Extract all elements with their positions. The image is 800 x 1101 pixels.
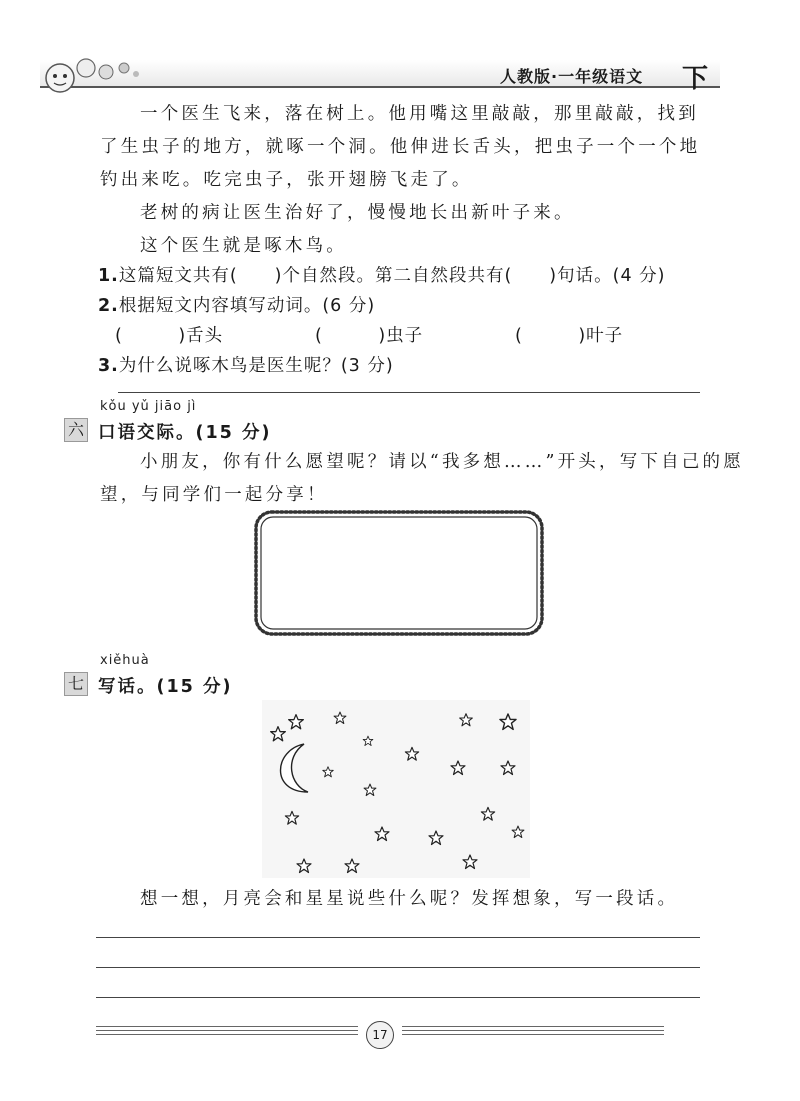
cartoon-children-logo: [38, 50, 148, 98]
question-1: [98, 262, 666, 287]
wish-writing-box[interactable]: [252, 508, 546, 638]
volume-label: 下: [682, 64, 709, 94]
story-p1-line1: 一个医生飞来，落在树上。他用嘴这里敲敲，那里敲敲，找到: [140, 104, 699, 124]
footer-rule-left: [96, 1026, 358, 1042]
question-2-blank-leaves[interactable]: ( )叶子: [515, 326, 624, 346]
story-p1-line3: 钓出来吃。吃完虫子，张开翅膀飞走了。: [100, 170, 473, 190]
question-2: [98, 292, 375, 317]
section-7-number: 七: [64, 672, 88, 696]
question-3-number: 3.: [98, 356, 119, 376]
section-7-pinyin: xiěhuà: [100, 653, 150, 668]
question-3-text: 为什么说啄木鸟是医生呢？(3 分): [118, 356, 394, 376]
moon-and-stars-illustration: [262, 700, 530, 878]
question-2-blank-tongue[interactable]: ( )舌头: [115, 326, 224, 346]
question-1-number: 1.: [98, 266, 119, 286]
writing-line-3[interactable]: [96, 997, 700, 998]
story-p2: 老树的病让医生治好了，慢慢地长出新叶子来。: [140, 203, 575, 223]
question-1-text: 这篇短文共有( )个自然段。第二自然段共有( )句话。(4 分): [118, 266, 666, 286]
section-6-pinyin: kǒu yǔ jiāo jì: [100, 399, 197, 414]
question-2-text: 根据短文内容填写动词。(6 分): [118, 296, 376, 316]
answer-line-q3[interactable]: [118, 392, 700, 393]
edition-label: 人教版·一年级语文: [500, 67, 644, 86]
section-6-title: 口语交际。(15 分): [98, 423, 272, 443]
section-6-line1: 小朋友，你有什么愿望呢？请以“我多想……”开头，写下自己的愿: [140, 452, 744, 472]
section-6-line2: 望，与同学们一起分享！: [100, 485, 328, 505]
section-7-title: 写话。(15 分): [98, 677, 233, 697]
writing-line-1[interactable]: [96, 937, 700, 938]
section-7-prompt: 想一想，月亮会和星星说些什么呢？发挥想象，写一段话。: [140, 889, 679, 909]
footer-rule-right: [402, 1026, 664, 1042]
story-p1-line2: 了生虫子的地方，就啄一个洞。他伸进长舌头，把虫子一个一个地: [100, 137, 701, 157]
question-3: [98, 352, 394, 377]
story-p3: 这个医生就是啄木鸟。: [140, 236, 347, 256]
question-2-number: 2.: [98, 296, 119, 316]
page-number: 17: [366, 1021, 394, 1049]
writing-line-2[interactable]: [96, 967, 700, 968]
question-2-blank-bugs[interactable]: ( )虫子: [315, 326, 424, 346]
section-6-number: 六: [64, 418, 88, 442]
